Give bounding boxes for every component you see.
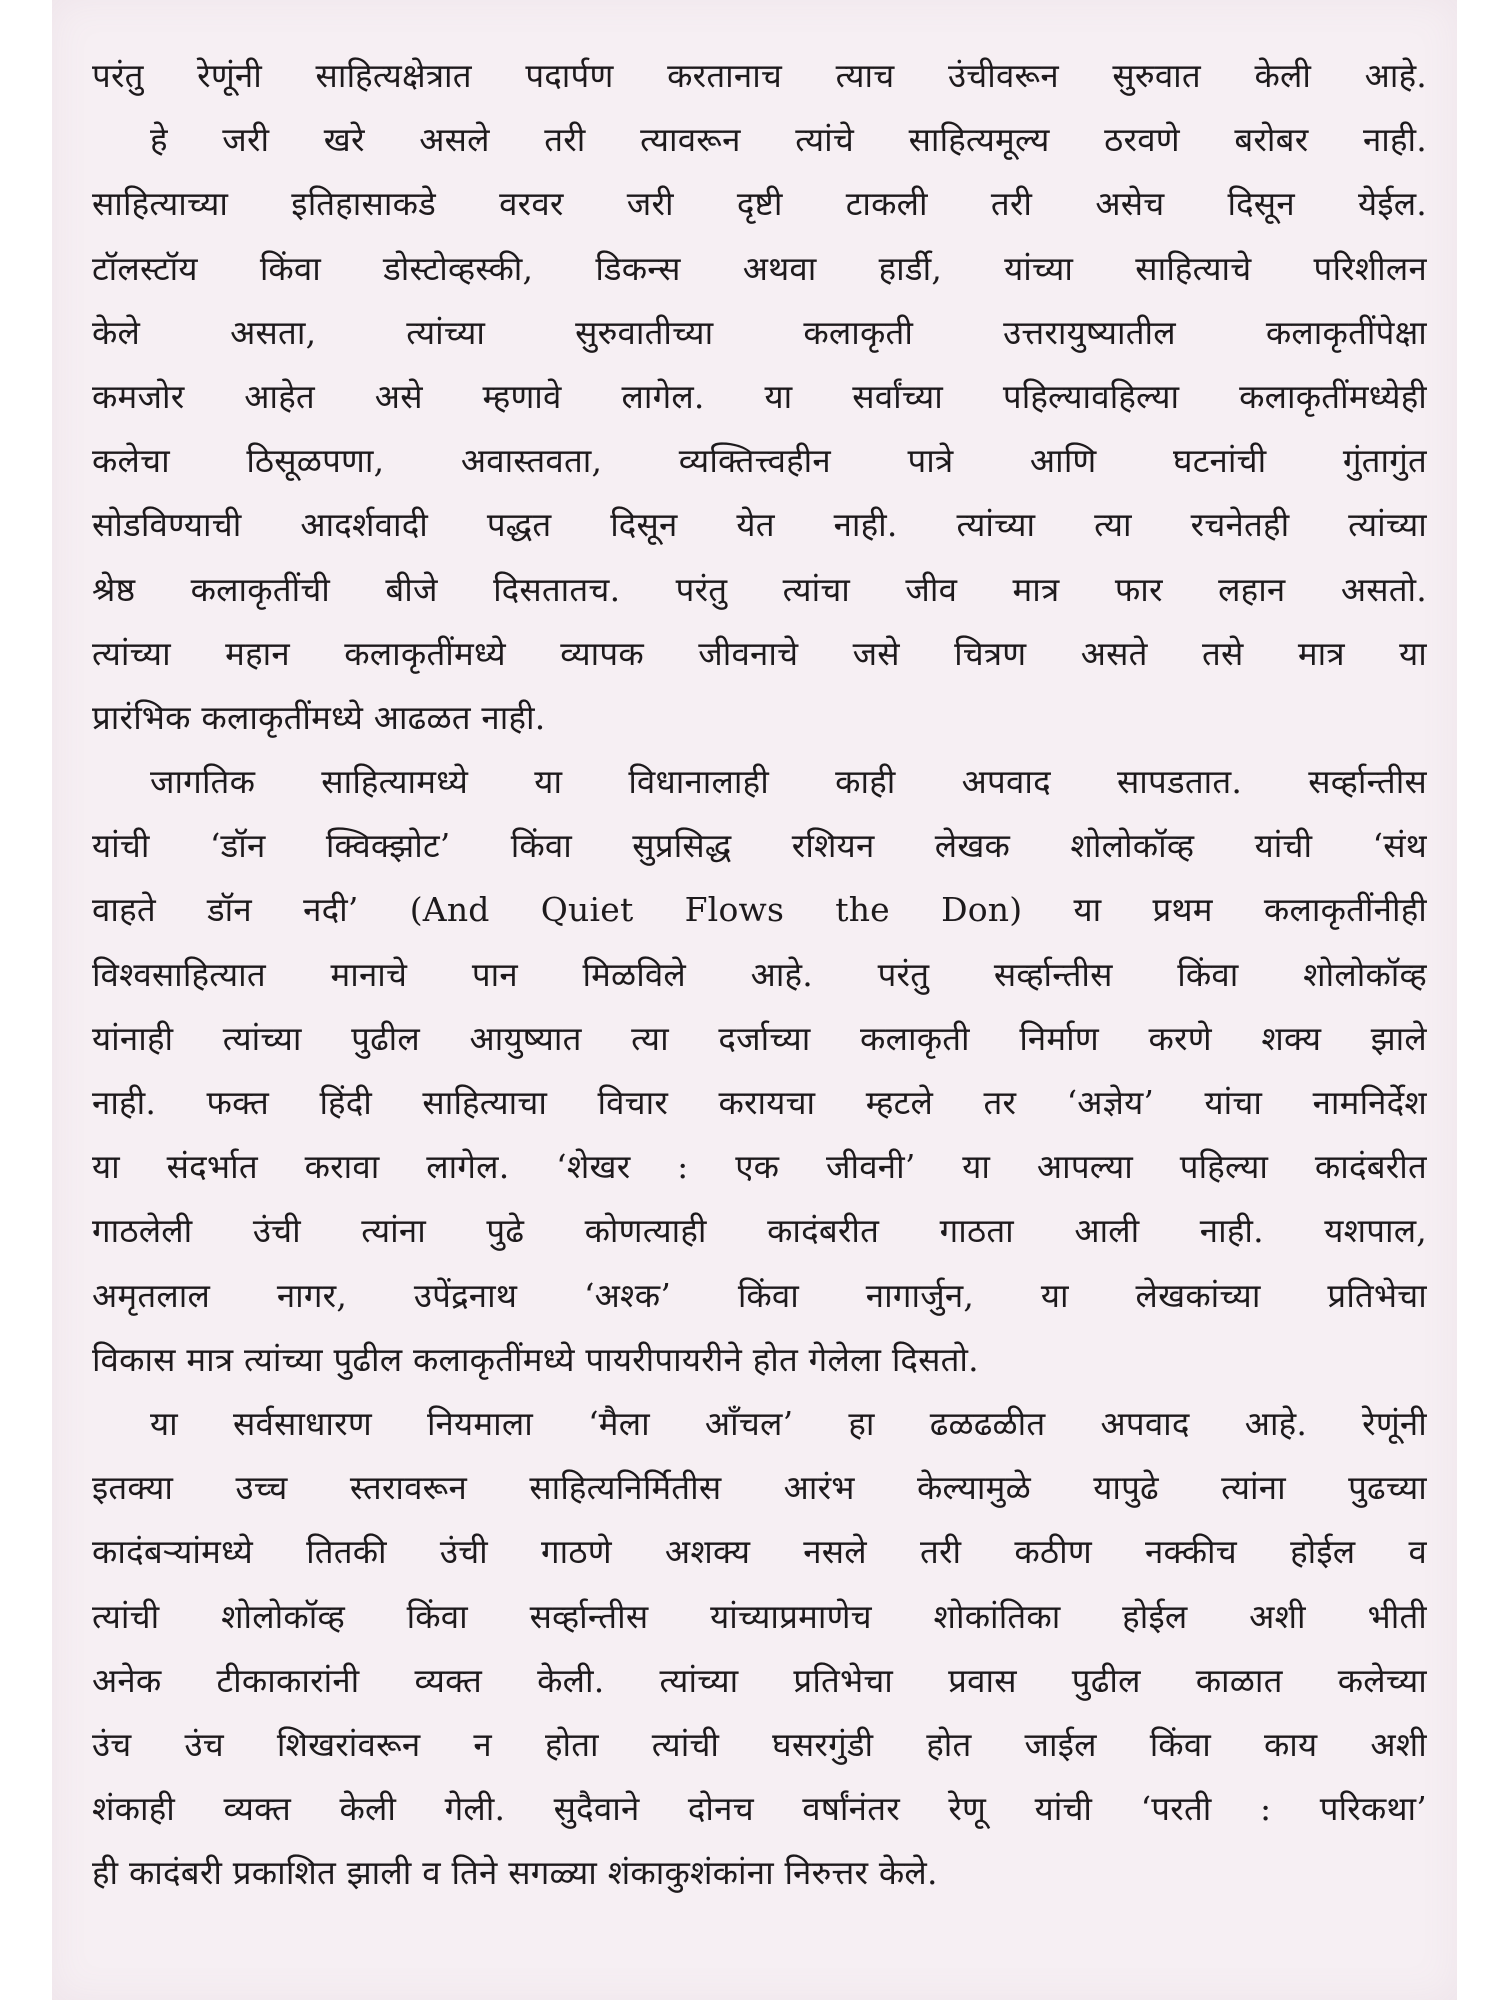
- text-line: प्रारंभिक कलाकृतींमध्ये आढळत नाही.: [92, 697, 546, 737]
- text-line: कमजोर आहेत असे म्हणावे लागेल. या सर्वांच्या पहिल्यावहिल्या कलाकृतींमध्येही: [92, 376, 1427, 416]
- text-line: या संदर्भात करावा लागेल. ‘शेखर : एक जीवनी’ या आपल्या पहिल्या कादंबरीत: [92, 1147, 1427, 1187]
- text-line: त्यांची शोलोकॉव्ह किंवा सर्व्हान्तीस यांच्याप्रमाणेच शोकांतिका होईल अशी भीती: [92, 1596, 1427, 1636]
- text-line: जागतिक साहित्यामध्ये या विधानालाही काही अपवाद सापडतात. सर्व्हान्तीस: [150, 762, 1427, 802]
- text-line: श्रेष्ठ कलाकृतींची बीजे दिसतातच. परंतु त्यांचा जीव मात्र फार लहान असतो.: [92, 569, 1427, 609]
- text-line: कादंबऱ्यांमध्ये तितकी उंची गाठणे अशक्य नसले तरी कठीण नक्कीच होईल व: [92, 1532, 1427, 1572]
- text-line: विश्वसाहित्यात मानाचे पान मिळविले आहे. परंतु सर्व्हान्तीस किंवा शोलोकॉव्ह: [92, 954, 1427, 994]
- text-line: अमृतलाल नागर, उपेंद्रनाथ ‘अश्क’ किंवा नागार्जुन, या लेखकांच्या प्रतिभेचा: [92, 1275, 1427, 1315]
- text-line: नाही. फक्त हिंदी साहित्याचा विचार करायचा म्हटले तर ‘अज्ञेय’ यांचा नामनिर्देश: [92, 1083, 1427, 1122]
- text-line: वाहते डॉन नदी’ (And Quiet Flows the Don) या प्रथम कलाकृतींनीही: [92, 890, 1427, 930]
- text-line: त्यांच्या महान कलाकृतींमध्ये व्यापक जीवनाचे जसे चित्रण असते तसे मात्र या: [92, 633, 1427, 673]
- book-page: [52, 0, 1457, 2000]
- text-line: यांनाही त्यांच्या पुढील आयुष्यात त्या दर्जाच्या कलाकृती निर्माण करणे शक्य झाले: [92, 1018, 1427, 1058]
- text-line: शंकाही व्यक्त केली गेली. सुदैवाने दोनच वर्षांनंतर रेणू यांची ‘परती : परिकथा’: [92, 1789, 1427, 1829]
- text-line: केले असता, त्यांच्या सुरुवातीच्या कलाकृती उत्तरायुष्यातील कलाकृतींपेक्षा: [92, 312, 1427, 352]
- text-line: गाठलेली उंची त्यांना पुढे कोणत्याही कादंबरीत गाठता आली नाही. यशपाल,: [92, 1211, 1427, 1251]
- text-line: ही कादंबरी प्रकाशित झाली व तिने सगळ्या शंकाकुशंकांना निरुत्तर केले.: [92, 1853, 938, 1893]
- text-line: या सर्वसाधारण नियमाला ‘मैला आँचल’ हा ढळढळीत अपवाद आहे. रेणूंनी: [150, 1403, 1427, 1443]
- text-line: अनेक टीकाकारांनी व्यक्त केली. त्यांच्या प्रतिभेचा प्रवास पुढील काळात कलेच्या: [92, 1660, 1427, 1700]
- text-line: यांची ‘डॉन क्विक्झोट’ किंवा सुप्रसिद्ध रशियन लेखक शोलोकॉव्ह यांची ‘संथ: [92, 826, 1427, 866]
- text-line: परंतु रेणूंनी साहित्यक्षेत्रात पदार्पण करतानाच त्याच उंचीवरून सुरुवात केली आहे.: [92, 56, 1427, 95]
- text-line: साहित्याच्या इतिहासाकडे वरवर जरी दृष्टी टाकली तरी असेच दिसून येईल.: [92, 184, 1427, 224]
- text-line: उंच उंच शिखरांवरून न होता त्यांची घसरगुंडी होत जाईल किंवा काय अशी: [92, 1724, 1427, 1764]
- text-line: टॉलस्टॉय किंवा डोस्टोव्हस्की, डिकन्स अथवा हार्डी, यांच्या साहित्याचे परिशीलन: [92, 248, 1427, 288]
- text-line: विकास मात्र त्यांच्या पुढील कलाकृतींमध्ये पायरीपायरीने होत गेलेला दिसतो.: [92, 1339, 979, 1379]
- text-line: हे जरी खरे असले तरी त्यावरून त्यांचे साहित्यमूल्य ठरवणे बरोबर नाही.: [150, 120, 1427, 160]
- text-line: कलेचा ठिसूळपणा, अवास्तवता, व्यक्तित्त्वहीन पात्रे आणि घटनांची गुंतागुंत: [92, 441, 1427, 481]
- text-line: सोडविण्याची आदर्शवादी पद्धत दिसून येत नाही. त्यांच्या त्या रचनेतही त्यांच्या: [92, 505, 1427, 545]
- text-line: इतक्या उच्च स्तरावरून साहित्यनिर्मितीस आरंभ केल्यामुळे यापुढे त्यांना पुढच्या: [92, 1468, 1427, 1508]
- body-text: [92, 44, 1427, 1905]
